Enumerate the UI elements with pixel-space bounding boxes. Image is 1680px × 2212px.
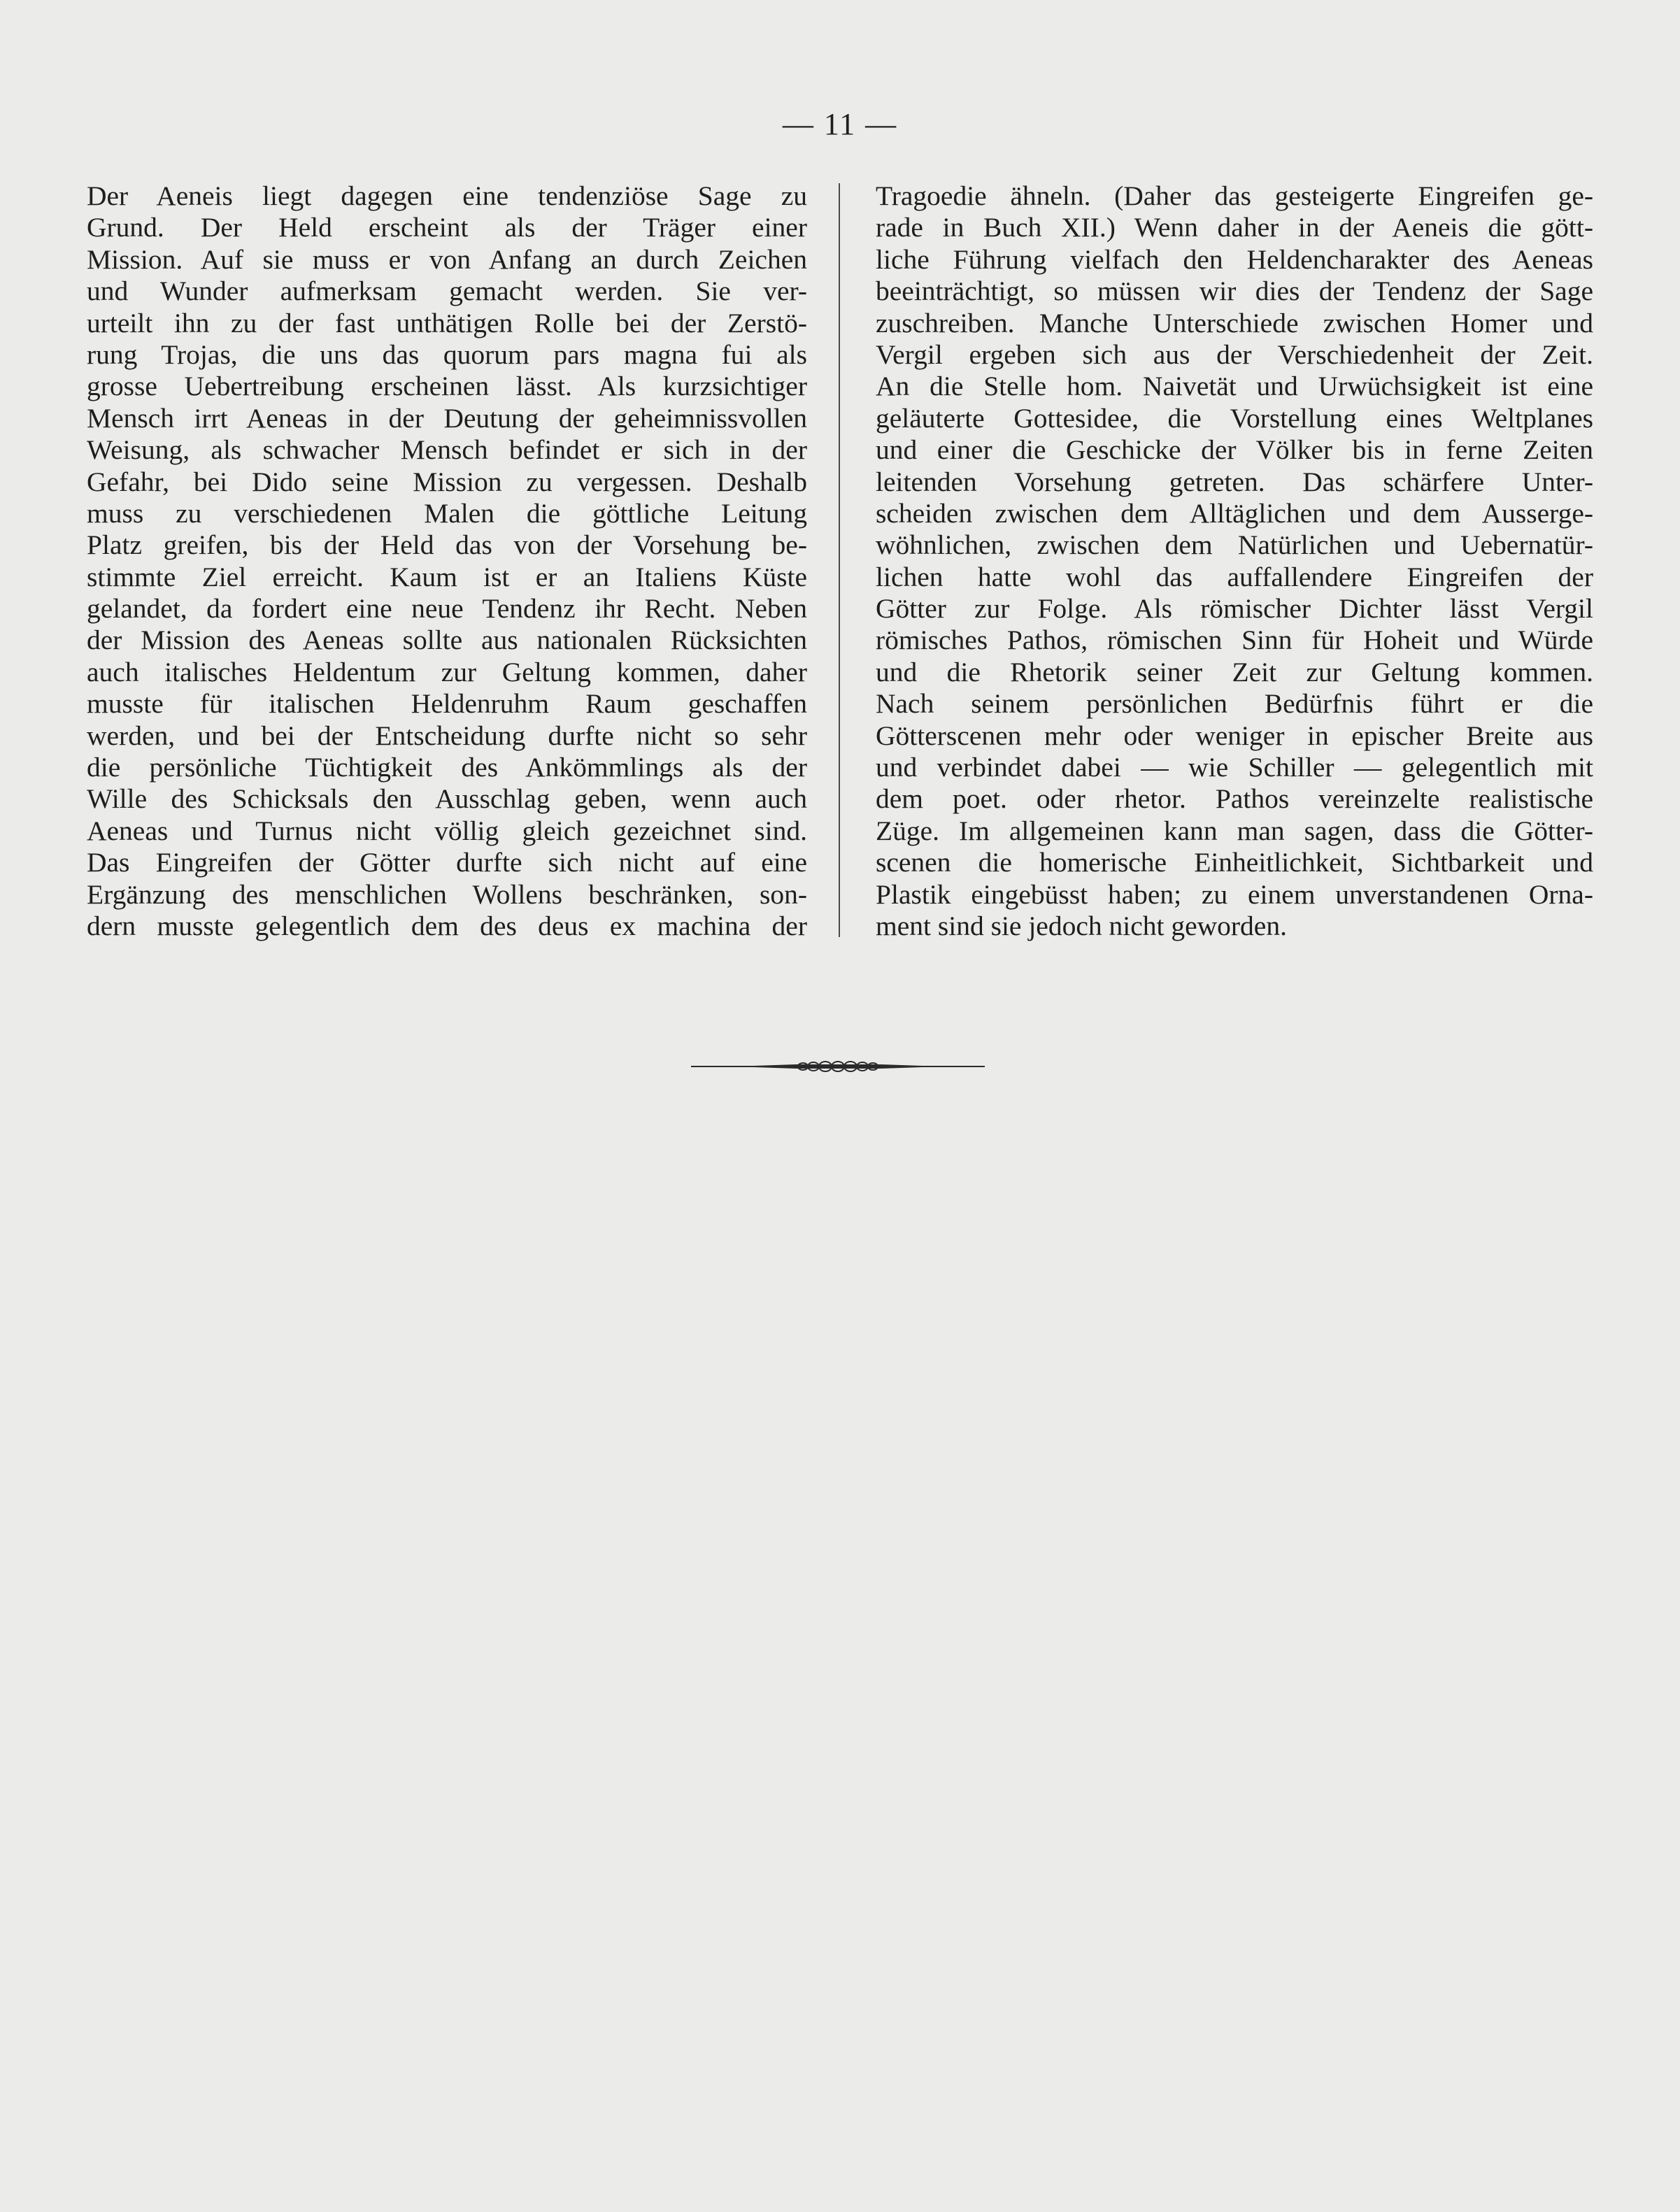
text-line: Vergil ergeben sich aus der Verschiedenheit der Zeit.	[876, 338, 1593, 370]
text-line: römisches Pathos, römischen Sinn für Hoheit und Würde	[876, 625, 1593, 656]
text-line: liche Führung vielfach den Heldencharakter des Aeneas	[876, 243, 1593, 275]
text-line: Wille des Schicksals den Ausschlag geben, wenn auch	[87, 783, 807, 815]
column-divider	[839, 183, 840, 937]
text-line: wöhnlichen, zwischen dem Natürlichen und Uebernatür-	[876, 529, 1593, 561]
text-line: zuschreiben. Manche Unterschiede zwischen Homer und	[876, 307, 1593, 338]
text-line: Gefahr, bei Dido seine Mission zu vergessen. Deshalb	[87, 466, 807, 497]
text-line: leitenden Vorsehung getreten. Das schärfere Unter-	[876, 466, 1593, 497]
text-line: und verbindet dabei — wie Schiller — gelegentlich mit	[876, 752, 1593, 783]
text-line: geläuterte Gottesidee, die Vorstellung eines Weltplanes	[876, 402, 1593, 434]
text-line: muss zu verschiedenen Malen die göttliche Leitung	[87, 497, 807, 529]
text-line: rung Trojas, die uns das quorum pars magna fui als	[87, 338, 807, 370]
ornamental-rule-icon	[691, 1056, 985, 1077]
text-line: gelandet, da fordert eine neue Tendenz ihr Recht. Neben	[87, 593, 807, 625]
text-line: die persönliche Tüchtigkeit des Ankömmlings als der	[87, 752, 807, 783]
text-line: Grund. Der Held erscheint als der Träger einer	[87, 212, 807, 243]
text-line: Züge. Im allgemeinen kann man sagen, dass die Götter-	[876, 815, 1593, 846]
text-line: urteilt ihn zu der fast unthätigen Rolle bei der Zerstö-	[87, 307, 807, 338]
text-line: Platz greifen, bis der Held das von der Vorsehung be-	[87, 529, 807, 561]
text-line: lichen hatte wohl das auffallendere Eingreifen der	[876, 561, 1593, 592]
text-line: An die Stelle hom. Naivetät und Urwüchsigkeit ist eine	[876, 371, 1593, 402]
text-line: ment sind sie jedoch nicht geworden.	[876, 910, 1287, 941]
text-line: scenen die homerische Einheitlichkeit, Sichtbarkeit und	[876, 847, 1593, 878]
text-line: Mission. Auf sie muss er von Anfang an durch Zeichen	[87, 243, 807, 275]
text-line: Plastik eingebüsst haben; zu einem unverstandenen Orna-	[876, 878, 1593, 910]
text-line: scheiden zwischen dem Alltäglichen und dem Ausserge-	[876, 497, 1593, 529]
text-line: Götterscenen mehr oder weniger in epischer Breite aus	[876, 720, 1593, 751]
text-line: Nach seinem persönlichen Bedürfnis führt er die	[876, 688, 1593, 720]
text-line: der Mission des Aeneas sollte aus nationalen Rücksichten	[87, 625, 807, 656]
text-line: Der Aeneis liegt dagegen eine tendenziöse Sage zu	[87, 180, 807, 211]
text-line: dern musste gelegentlich dem des deus ex machina der	[87, 910, 807, 941]
text-line: Aeneas und Turnus nicht völlig gleich gezeichnet sind.	[87, 815, 807, 846]
text-line: und die Rhetorik seiner Zeit zur Geltung kommen.	[876, 656, 1593, 687]
text-column-left	[87, 180, 807, 942]
text-line: beeinträchtigt, so müssen wir dies der Tendenz der Sage	[876, 276, 1593, 307]
text-line: Weisung, als schwacher Mensch befindet er sich in der	[87, 434, 807, 466]
text-line: und Wunder aufmerksam gemacht werden. Sie ver-	[87, 276, 807, 307]
text-line: Götter zur Folge. Als römischer Dichter lässt Vergil	[876, 593, 1593, 625]
page-number: — 11 —	[782, 107, 898, 141]
text-line: auch italisches Heldentum zur Geltung kommen, daher	[87, 656, 807, 687]
text-line: stimmte Ziel erreicht. Kaum ist er an Italiens Küste	[87, 561, 807, 592]
text-line: Ergänzung des menschlichen Wollens beschränken, son-	[87, 878, 807, 910]
text-line: musste für italischen Heldenruhm Raum geschaffen	[87, 688, 807, 720]
text-line: Mensch irrt Aeneas in der Deutung der geheimnissvollen	[87, 402, 807, 434]
text-line: werden, und bei der Entscheidung durfte nicht so sehr	[87, 720, 807, 751]
text-line: grosse Uebertreibung erscheinen lässt. Als kurzsichtiger	[87, 371, 807, 402]
text-column-right	[876, 180, 1593, 942]
text-line: Das Eingreifen der Götter durfte sich nicht auf eine	[87, 847, 807, 878]
text-line: und einer die Geschicke der Völker bis in ferne Zeiten	[876, 434, 1593, 466]
text-line: Tragoedie ähneln. (Daher das gesteigerte Eingreifen ge-	[876, 180, 1593, 211]
text-line: dem poet. oder rhetor. Pathos vereinzelte realistische	[876, 783, 1593, 815]
text-line: rade in Buch XII.) Wenn daher in der Aeneis die gött-	[876, 212, 1593, 243]
